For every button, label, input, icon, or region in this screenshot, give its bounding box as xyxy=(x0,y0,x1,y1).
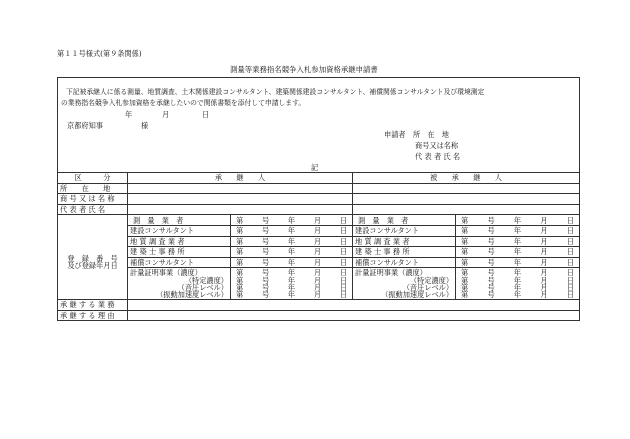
applicant-address: 所 在 地 xyxy=(413,130,449,139)
table-row xyxy=(58,194,580,205)
successor-address-cell[interactable] xyxy=(128,183,353,194)
addressee: 京都府知事 xyxy=(67,121,103,130)
predecessor-address-cell[interactable] xyxy=(353,183,580,194)
predecessor-type-consultant: 建設コンサルタント xyxy=(353,225,456,236)
successor-type-geology: 地 質 調 査 業 者 xyxy=(128,236,231,247)
predecessor-company-cell[interactable] xyxy=(353,194,580,205)
form-number: 第１１号様式(第９条関係) xyxy=(57,49,142,58)
row-label-succession-business: 承 継 す る 業 務 xyxy=(58,300,128,311)
applicant-representative: 代 表 者 氏 名 xyxy=(415,152,461,161)
date-day: 日 xyxy=(202,110,210,119)
page-title: 測量等業務指名競争入札参加資格承継申請書 xyxy=(230,65,378,74)
reg-row-geology xyxy=(58,236,580,247)
measurement-type-concentration: 計量証明事業（濃度） xyxy=(130,268,202,278)
col-header-successor: 承 継 人 xyxy=(128,173,353,184)
successor-reg-survey[interactable]: 第 号 年 月 日 xyxy=(231,215,353,226)
table-row xyxy=(58,300,580,311)
intro-line-2: の業務指名競争入札参加資格を承継したいので関係書類を添付して申請します。 xyxy=(61,99,306,107)
row-label-address: 所 在 地 xyxy=(58,183,128,194)
row-label-representative: 代 表 者 氏 名 xyxy=(58,204,128,215)
successor-reg-measurement[interactable]: 第 号 年 月 日 第 号 年 月 日 第 号 年 月 日 第 号 年 月 日 xyxy=(231,268,353,300)
row-label-company: 商 号 又 は 名 称 xyxy=(58,194,128,205)
successor-type-consultant: 建設コンサルタント xyxy=(128,225,231,236)
predecessor-reg-geology[interactable]: 第 号 年 月 日 xyxy=(456,236,580,247)
successor-reg-architect[interactable]: 第 号 年 月 日 xyxy=(231,247,353,258)
predecessor-reg-compensation[interactable]: 第 号 年 月 日 xyxy=(456,257,580,268)
intro-line-1: 下記被承継人に係る測量、地質調査、土木関係建設コンサルタント、建築関係建設コンサルタント、補償関係コンサルタント及び環境測定 xyxy=(66,88,485,96)
measurement-type-sound: （音圧レベル） xyxy=(177,282,228,292)
col-header-predecessor: 被 承 継 人 xyxy=(353,173,580,184)
succession-business-cell[interactable] xyxy=(128,300,580,311)
predecessor-type-architect: 建 築 士 事 務 所 xyxy=(353,247,456,258)
successor-reg-compensation[interactable]: 第 号 年 月 日 xyxy=(231,257,353,268)
reg-row-consultant xyxy=(58,225,580,236)
reg-row-measurement xyxy=(58,268,580,300)
table-row xyxy=(58,183,580,194)
reg-row-survey xyxy=(58,215,580,226)
date-month: 月 xyxy=(162,110,170,119)
reg-row-compensation xyxy=(58,257,580,268)
successor-company-cell[interactable] xyxy=(128,194,353,205)
predecessor-reg-survey[interactable]: 第 号 年 月 日 xyxy=(456,215,580,226)
date-year: 年 xyxy=(125,110,133,119)
table-row xyxy=(58,204,580,215)
predecessor-type-geology: 地 質 調 査 業 者 xyxy=(353,236,456,247)
reg-row-architect xyxy=(58,247,580,258)
measurement-type-vibration: （振動加速度レベル） xyxy=(156,289,228,299)
predecessor-rep-cell[interactable] xyxy=(353,204,580,215)
predecessor-type-measurement: 計量証明事業（濃度） （特定濃度） （音圧レベル） （振動加速度レベル） xyxy=(353,268,456,300)
successor-reg-consultant[interactable]: 第 号 年 月 日 xyxy=(231,225,353,236)
predecessor-reg-consultant[interactable]: 第 号 年 月 日 xyxy=(456,225,580,236)
measurement-type-specific: （特定濃度） xyxy=(184,275,228,285)
applicant-company: 商号又は名称 xyxy=(415,141,459,150)
applicant-label: 申請者 xyxy=(384,130,406,139)
successor-type-survey: 測 量 業 者 xyxy=(128,215,231,226)
successor-reg-geology[interactable]: 第 号 年 月 日 xyxy=(231,236,353,247)
honorific: 様 xyxy=(141,121,149,130)
row-label-succession-reason: 承 継 す る 理 由 xyxy=(58,310,128,321)
successor-type-compensation: 補償コンサルタント xyxy=(128,257,231,268)
reg-label xyxy=(58,215,128,300)
predecessor-reg-measurement[interactable]: 第 号 年 月 日 第 号 年 月 日 第 号 年 月 日 第 号 年 月 日 xyxy=(456,268,580,300)
successor-type-measurement xyxy=(128,268,231,300)
table-header-row xyxy=(58,173,580,184)
reg-label-line-2: 及び登録年月日 xyxy=(67,261,118,271)
col-header-category: 区 分 xyxy=(58,173,128,184)
ki-label: 記 xyxy=(311,163,319,172)
table-row xyxy=(58,310,580,321)
succession-reason-cell[interactable] xyxy=(128,310,580,321)
succession-table xyxy=(57,172,580,321)
reg-label-line-1: 登 録 番 号 xyxy=(67,254,118,264)
successor-rep-cell[interactable] xyxy=(128,204,353,215)
predecessor-type-compensation: 補償コンサルタント xyxy=(353,257,456,268)
predecessor-type-survey: 測 量 業 者 xyxy=(353,215,456,226)
successor-type-architect: 建 築 士 事 務 所 xyxy=(128,247,231,258)
predecessor-reg-architect[interactable]: 第 号 年 月 日 xyxy=(456,247,580,258)
